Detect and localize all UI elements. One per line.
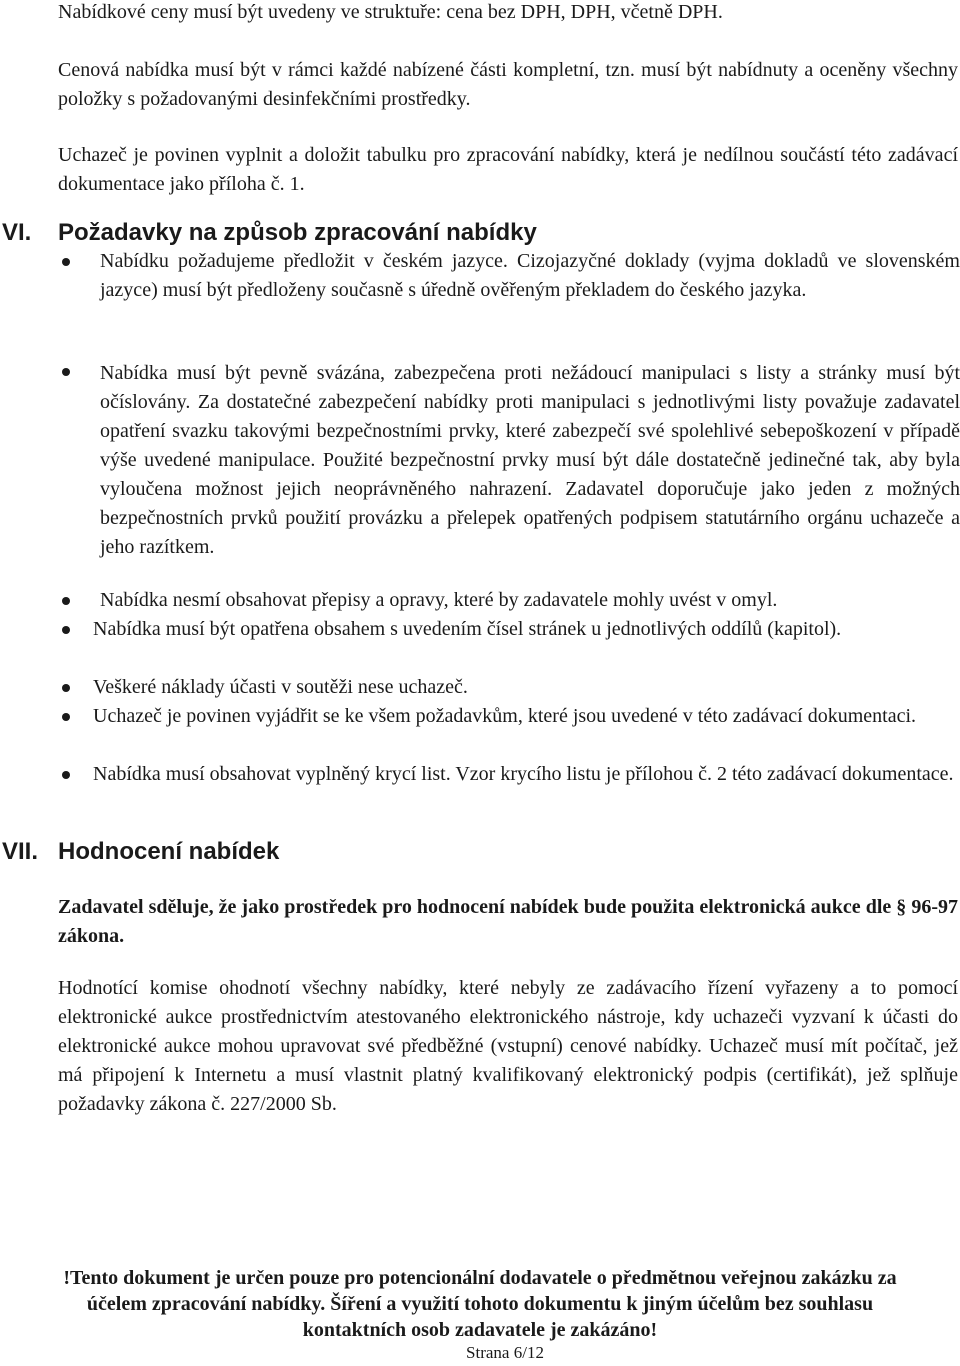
bullet-dot-icon [62, 258, 70, 266]
bullet-requirements: Uchazeč je povinen vyjádřit se ke všem požadavkům, které jsou uvedené v této zadávací dokumentaci. [93, 705, 917, 727]
bullet-dot-icon [62, 626, 70, 634]
bullet-no-corrections: Nabídka nesmí obsahovat přepisy a opravy, které by zadavatele mohly uvést v omyl. [100, 589, 778, 611]
bullet-language: Nabídku požadujeme předložit v českém jazyce. Cizojazyčné doklady (vyjma dokladů ve slovenském jazyce) musí být předloženy současně s úředně ověřeným překladem do českého jazyka. [100, 250, 960, 301]
section-6-heading [2, 218, 938, 248]
bullet-costs: Veškeré náklady účasti v soutěži nese uchazeč. [93, 676, 468, 698]
bullet-binding: Nabídka musí být pevně svázána, zabezpečena proti nežádoucí manipulaci s listy a stránky musí být očíslovány. Za dostatečné zabezpečení nabídky proti manipulaci s jednotlivými listy považuje zadavatel opatření svazku takovými bezpečnostními prvky, které zabezpečí své spolehlivé sebepoškození v případě výše uvedené manipulace. Použité bezpečnostní prvky musí být dále dostatečně jedinečné tak, aby byla vyloučena možnost jejich neoprávněného nahrazení. Zadavatel doporučuje jako jeden z možných bezpečnostních prvků použití provázku a přelepek opatřených podpisem statutárního orgánu uchazeče a jeho razítkem. [100, 362, 960, 558]
section-7-title: Hodnocení nabídek [58, 838, 280, 865]
bullet-dot-icon [62, 368, 70, 376]
section-7-heading [2, 837, 938, 867]
bullet-dot-icon [62, 713, 70, 721]
confidentiality-notice: !Tento dokument je určen pouze pro potencionální dodavatele o předmětnou veřejnou zakázku za účelem zpracování nabídky. Šíření a využití tohoto dokumentu k jiným účelům bez souhlasu kontaktních osob zadavatele je zakázáno! [63, 1267, 897, 1341]
bullet-cover-sheet: Nabídka musí obsahovat vyplněný krycí list. Vzor krycího listu je přílohou č. 2 této zadávací dokumentace. [93, 763, 954, 785]
intro-paragraph-annex: Uchazeč je povinen vyplnit a doložit tabulku pro zpracování nabídky, která je nedílnou součástí této zadávací dokumentace jako příloha č. 1. [58, 144, 958, 195]
page-number: Strana 6/12 [466, 1343, 544, 1362]
section-6-title: Požadavky na způsob zpracování nabídky [58, 219, 537, 246]
intro-paragraph-completeness: Cenová nabídka musí být v rámci každé nabízené části kompletní, tzn. musí být nabídnuty a oceněny všechny položky s požadovanými desinfekčními prostředky. [58, 59, 958, 110]
bullet-contents: Nabídka musí být opatřena obsahem s uvedením čísel stránek u jednotlivých oddílů (kapitol). [93, 618, 842, 640]
electronic-auction-statement: Zadavatel sděluje, že jako prostředek pro hodnocení nabídek bude použita elektronická aukce dle § 96-97 zákona. [58, 896, 958, 947]
section-6-number: VI. [2, 219, 32, 246]
bullet-dot-icon [62, 771, 70, 779]
bullet-dot-icon [62, 684, 70, 692]
intro-paragraph-vat: Nabídkové ceny musí být uvedeny ve struktuře: cena bez DPH, DPH, včetně DPH. [58, 1, 723, 23]
evaluation-paragraph: Hodnotící komise ohodnotí všechny nabídky, které nebyly ze zadávacího řízení vyřazeny a to pomocí elektronické aukce prostřednictvím atestovaného elektronického nástroje, kdy uchazeči vyzvaní k účasti do elektronické aukce mohou upravovat své předběžné (vstupní) cenové nabídky. Uchazeč musí mít počítač, jež má připojení k Internetu a musí vlastnit platný kvalifikovaný elektronický podpis (certifikát), jež splňuje požadavky zákona č. 227/2000 Sb. [58, 977, 958, 1115]
section-7-number: VII. [2, 838, 39, 865]
bullet-dot-icon [62, 597, 70, 605]
